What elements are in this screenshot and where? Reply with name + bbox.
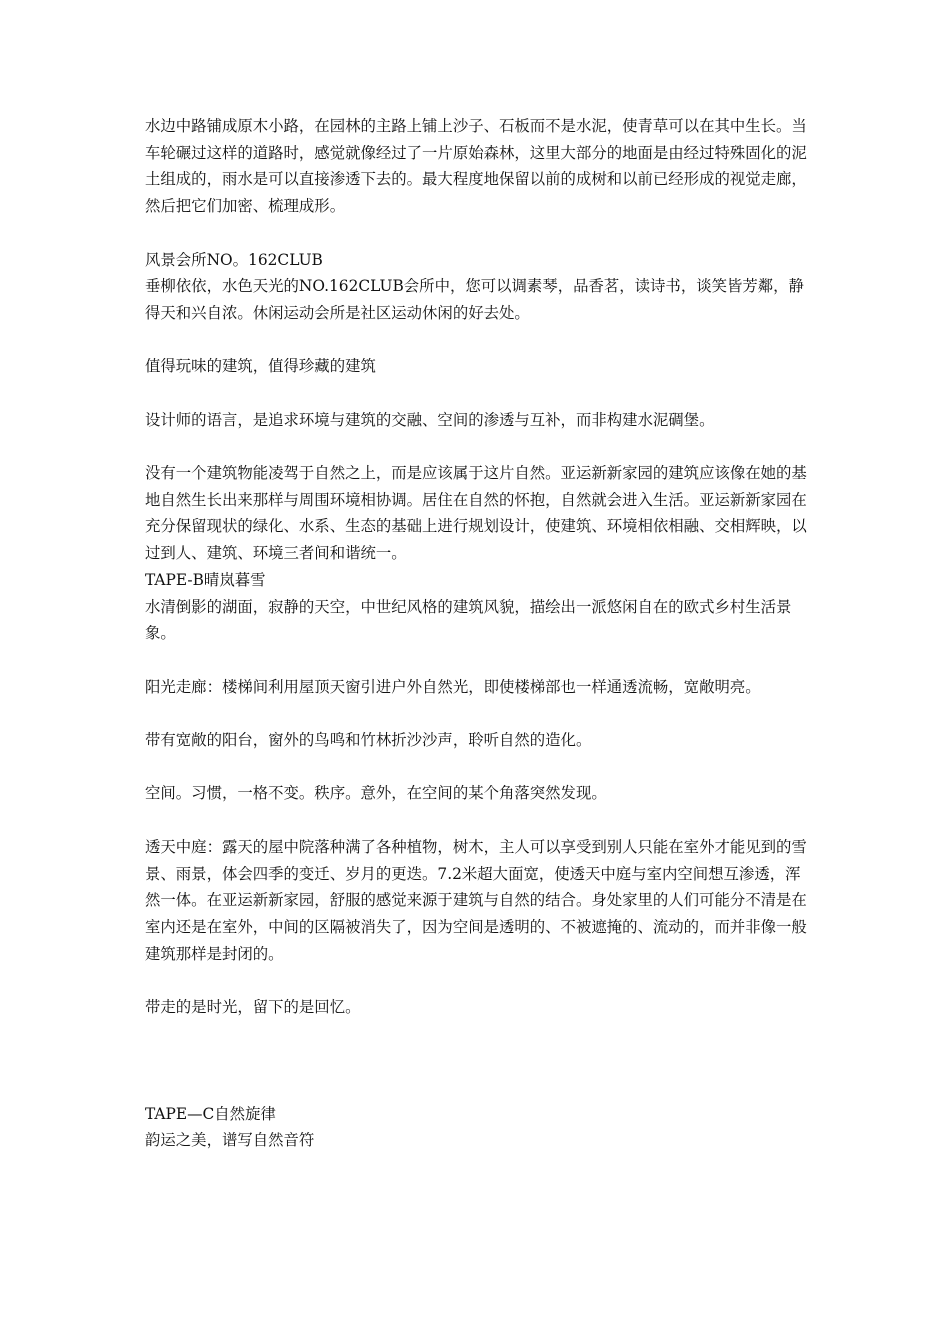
paragraph-club: 垂柳依依，水色天光的NO.162CLUB会所中，您可以调素琴，品香茗，读诗书，谈笑皆芳鄰，静得天和兴自浓。休闲运动会所是社区运动休闲的好去处。 — [145, 277, 804, 322]
paragraph-rhythm: 韵运之美，谱写自然音符 — [145, 1131, 315, 1150]
spacer — [145, 807, 815, 834]
paragraph-memories: 带走的是时光，留下的是回忆。 — [145, 998, 361, 1017]
spacer — [145, 220, 815, 247]
spacer — [145, 1021, 815, 1101]
spacer — [145, 967, 815, 994]
spacer — [145, 433, 815, 460]
paragraph-nature: 没有一个建筑物能凌驾于自然之上，而是应该属于这片自然。亚运新新家园的建筑应该像在她的基地自然生长出来那样与周围环境相协调。居住在自然的怀抱，自然就会进入生活。亚运新新家园在充分保留现状的绿化、水系、生态的基础上进行规划设计，使建筑、环境相依相融、交相辉映，以过到人、建筑、环境三者间和谐统一。 — [145, 464, 807, 563]
spacer — [145, 380, 815, 407]
heading-club: 风景会所NO。162CLUB — [145, 250, 323, 269]
paragraph-wooden-path: 水边中路铺成原木小路，在园林的主路上铺上沙子、石板而不是水泥，使青草可以在其中生长。当车轮碾过这样的道路时，感觉就像经过了一片原始森林，这里大部分的地面是由经过特殊固化的泥土组成的，雨水是可以直接渗透下去的。最大程度地保留以前的成树和以前已经形成的视觉走廊，然后把它们加密、梳理成形。 — [145, 117, 807, 216]
paragraph-lake: 水清倒影的湖面，寂静的天空，中世纪风格的建筑风貌，描绘出一派悠闲自在的欧式乡村生活景象。 — [145, 597, 792, 643]
paragraph-courtyard: 透天中庭：露天的屋中院落种满了各种植物，树木，主人可以享受到别人只能在室外才能见到的雪景、雨景，体会四季的变迁、岁月的更迭。7.2米超大面宽，使透天中庭与室内空间想互渗透，浑然一体。在亚运新新家园，舒服的感觉来源于建筑与自然的结合。身处家里的人们可能分不清是在室内还是在室外，中间的区隔被消失了，因为空间是透明的、不被遮掩的、流动的，而并非像一般建筑那样是封闭的。 — [145, 837, 807, 963]
heading-architecture: 值得玩味的建筑，值得珍藏的建筑 — [145, 357, 376, 376]
heading-tape-b: TAPE-B晴岚暮雪 — [145, 570, 266, 589]
paragraph-balcony: 带有宽敞的阳台，窗外的鸟鸣和竹林折沙沙声，聆听自然的造化。 — [145, 731, 592, 750]
spacer — [145, 327, 815, 354]
spacer — [145, 647, 815, 674]
spacer — [145, 700, 815, 727]
paragraph-space: 空间。习惯，一格不变。秩序。意外，在空间的某个角落突然发现。 — [145, 784, 607, 803]
spacer — [145, 754, 815, 781]
heading-tape-c: TAPE—C自然旋律 — [145, 1104, 276, 1123]
document-body — [145, 113, 815, 1154]
paragraph-designer: 设计师的语言，是追求环境与建筑的交融、空间的渗透与互补，而非构建水泥碉堡。 — [145, 410, 715, 429]
paragraph-sun-corridor: 阳光走廊：楼梯间利用屋顶天窗引进户外自然光，即使楼梯部也一样通透流畅，宽敞明亮。 — [145, 677, 761, 696]
